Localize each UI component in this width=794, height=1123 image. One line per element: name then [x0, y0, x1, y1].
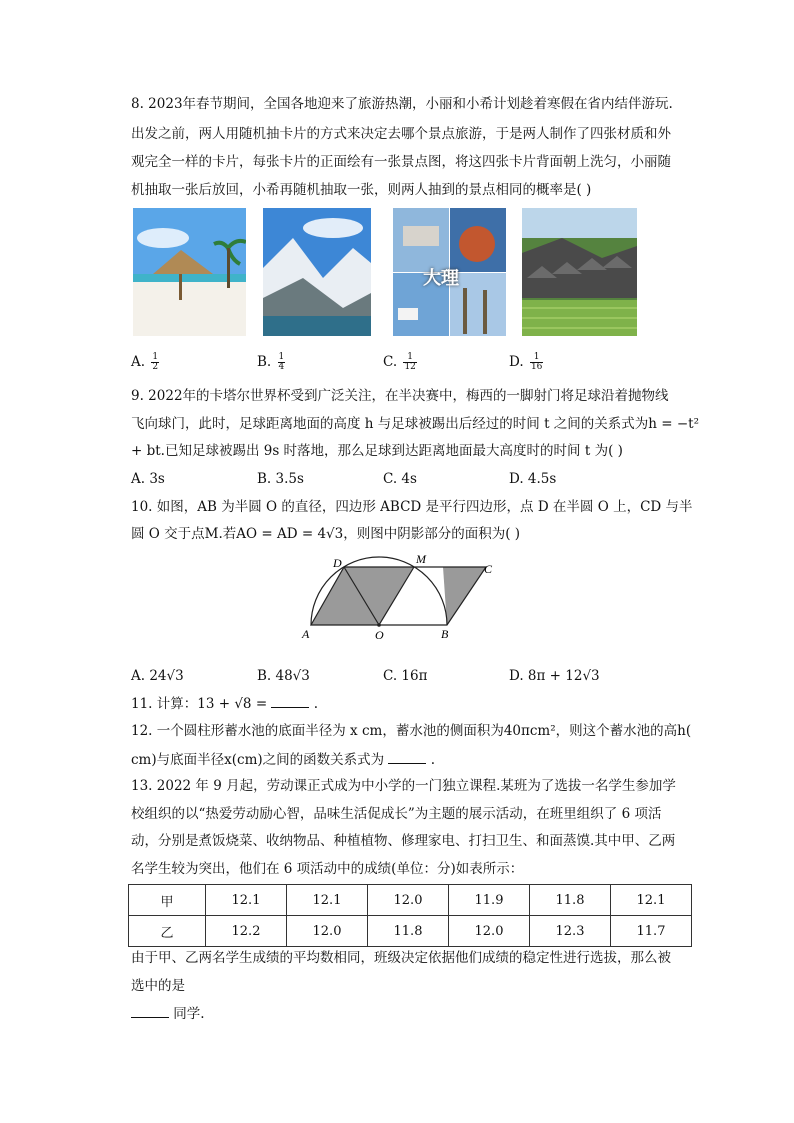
- q8-option-d-den: 16: [530, 362, 543, 372]
- q9-option-b: B. 3.5s: [257, 471, 304, 487]
- q8-line-1: 8. 2023年春节期间，全国各地迎来了旅游热潮，小丽和小希计划趁着寒假在省内结伴游玩.: [131, 96, 673, 112]
- student-name-jia: 甲: [129, 885, 206, 916]
- table-cell: 11.8: [530, 885, 611, 916]
- q8-option-d-fraction: [530, 353, 543, 372]
- q12-line-1: 12. 一个圆柱形蓄水池的底面半径为 x cm，蓄水池的侧面积为40πcm²，则这个蓄水池的高h(: [131, 723, 692, 739]
- q9-option-d: D. 4.5s: [509, 471, 557, 487]
- q10-line-1: 10. 如图，AB 为半圆 O 的直径，四边形 ABCD 是平行四边形，点 D 在半圆 O 上，CD 与半: [131, 499, 693, 515]
- q8-option-a-fraction: [151, 353, 159, 372]
- table-cell: 12.0: [449, 916, 530, 947]
- q13-line-2: 校组织的以“热爱劳动励心智，品味生活促成长”为主题的展示活动，在班里组织了 6 项活: [131, 806, 662, 822]
- dali-label: 大理: [423, 268, 459, 289]
- q13-last-line: [131, 1003, 205, 1024]
- q9-line-2: 飞向球门，此时，足球距离地面的高度 h 与足球被踢出后经过的时间 t 之间的关系式为h = −t²: [131, 416, 700, 432]
- q8-option-c-den: 12: [404, 362, 416, 372]
- q8-option-d: [509, 352, 543, 372]
- snow-mountain-picture: [263, 208, 371, 336]
- q11-line: [131, 693, 318, 714]
- q11-text: 11. 计算：13 + √8 =: [131, 696, 268, 712]
- q8-option-b-label: B.: [257, 354, 272, 370]
- table-cell: 11.7: [611, 916, 692, 947]
- q13-last-text: 同学.: [173, 1006, 205, 1022]
- label-m: M: [416, 552, 426, 566]
- label-a: A: [302, 627, 310, 641]
- label-c: C: [484, 562, 493, 576]
- score-table: [128, 884, 692, 947]
- q8-option-c: [383, 352, 417, 372]
- q11-tail: .: [313, 696, 319, 712]
- q8-option-b-num: 1: [278, 352, 285, 362]
- q8-option-b-fraction: [278, 353, 286, 372]
- q13-after-line-1: 由于甲、乙两名学生成绩的平均数相同，班级决定依据他们成绩的稳定性进行选拔，那么被: [131, 950, 671, 966]
- q8-option-c-label: C.: [383, 354, 398, 370]
- q13-answer-blank: [131, 1003, 169, 1018]
- table-cell: 11.9: [449, 885, 530, 916]
- village-picture: [522, 208, 637, 336]
- center-point-o: [377, 623, 381, 627]
- q8-option-d-num: 1: [530, 353, 543, 363]
- q11-answer-blank: [271, 693, 309, 708]
- q13-line-4: 名学生较为突出，他们在 6 项活动中的成绩(单位：分)如表所示：: [131, 861, 524, 877]
- q13-line-3: 动，分别是煮饭烧菜、收纳物品、种植植物、修理家电、打扫卫生、和面蒸馍.其中甲、乙两: [131, 833, 676, 849]
- q8-option-c-num: 1: [403, 353, 416, 363]
- table-cell: 12.0: [287, 916, 368, 947]
- q10-option-d: D. 8π + 12√3: [509, 668, 600, 684]
- table-cell: 12.2: [206, 916, 287, 947]
- q9-option-c: C. 4s: [383, 471, 417, 487]
- table-cell: 12.3: [530, 916, 611, 947]
- q8-option-b: [257, 352, 285, 372]
- q10-option-c: C. 16π: [383, 668, 428, 684]
- q12-answer-blank: [388, 749, 426, 764]
- q12-line-2: [131, 749, 435, 770]
- table-cell: 12.1: [206, 885, 287, 916]
- beach-picture: [133, 208, 246, 336]
- q9-option-a: A. 3s: [131, 471, 165, 487]
- q8-option-a-den: 2: [152, 362, 159, 372]
- q8-line-4: 机抽取一张后放回，小希再随机抽取一张，则两人抽到的景点相同的概率是( ): [131, 182, 592, 198]
- q10-option-a: A. 24√3: [131, 668, 184, 684]
- label-d: D: [333, 556, 342, 570]
- q8-option-a-label: A.: [131, 354, 146, 370]
- q9-line-3: + bt.已知足球被踢出 9s 时落地，那么足球到达距离地面最大高度时的时间 t 为( ): [131, 443, 623, 459]
- q8-line-3: 观完全一样的卡片，每张卡片的正面绘有一张景点图，将这四张卡片背面朝上洗匀，小丽随: [131, 154, 671, 170]
- semicircle-parallelogram-figure: [296, 550, 506, 642]
- dali-collage-picture: [393, 208, 506, 336]
- q8-line-2: 出发之前，两人用随机抽卡片的方式来决定去哪个景点旅游，于是两人制作了四张材质和外: [131, 126, 671, 142]
- q8-option-a-num: 1: [152, 352, 159, 362]
- q13-after-line-2: 选中的是: [131, 978, 185, 994]
- q8-option-a: [131, 352, 159, 372]
- table-row: [129, 916, 692, 947]
- table-cell: 12.1: [287, 885, 368, 916]
- label-b: B: [441, 627, 449, 641]
- q13-line-1: 13. 2022 年 9 月起，劳动课正式成为中小学的一门独立课程.某班为了选拔一名学生参加学: [131, 778, 676, 794]
- q8-option-b-den: 4: [278, 362, 285, 372]
- q9-line-1: 9. 2022年的卡塔尔世界杯受到广泛关注，在半决赛中，梅西的一脚射门将足球沿着抛物线: [131, 388, 669, 404]
- q8-option-c-fraction: [403, 353, 416, 372]
- q10-line-2: 圆 O 交于点M.若AO = AD = 4√3，则图中阴影部分的面积为( ): [131, 526, 521, 542]
- student-name-yi: 乙: [129, 916, 206, 947]
- table-cell: 12.0: [368, 885, 449, 916]
- q10-option-b: B. 48√3: [257, 668, 310, 684]
- table-row: [129, 885, 692, 916]
- table-cell: 12.1: [611, 885, 692, 916]
- label-o: O: [375, 628, 384, 642]
- q12-line-2-text: cm)与底面半径x(cm)之间的函数关系式为: [131, 752, 385, 768]
- q12-tail: .: [430, 752, 436, 768]
- q8-option-d-label: D.: [509, 354, 524, 370]
- table-cell: 11.8: [368, 916, 449, 947]
